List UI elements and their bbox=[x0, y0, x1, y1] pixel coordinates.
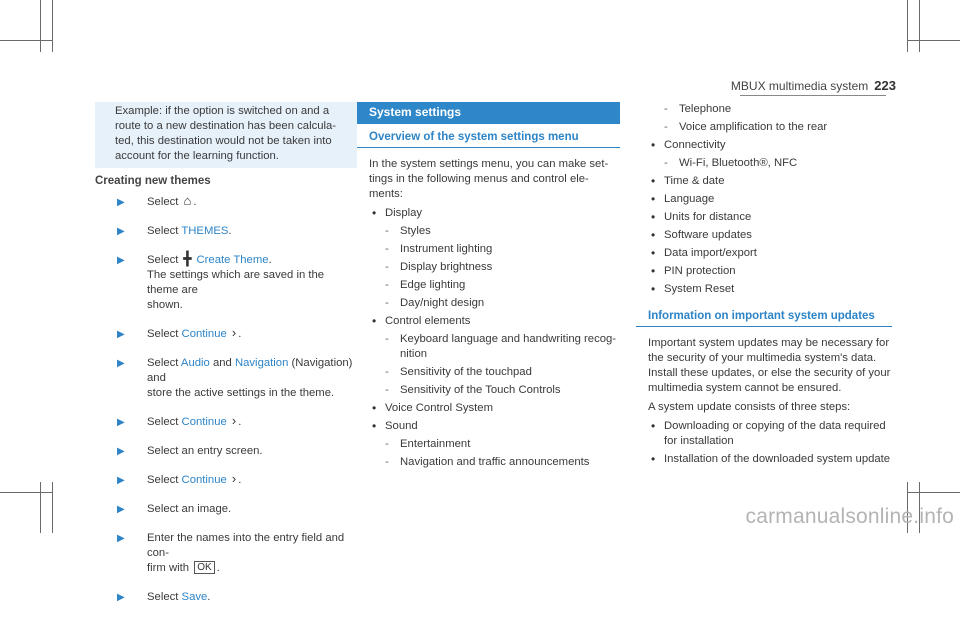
list-item bbox=[636, 419, 892, 449]
step-select-home: ▶ Select ⌂ . bbox=[117, 193, 197, 208]
step-text: Select bbox=[147, 474, 179, 486]
list-item: - Day/night design bbox=[357, 296, 620, 311]
step-text: Select bbox=[147, 254, 179, 266]
step-select-themes: ▶ Select THEMES. bbox=[117, 225, 232, 237]
list-item: - Voice amplification to the rear bbox=[636, 120, 892, 135]
list-item: • Sound bbox=[357, 419, 620, 434]
audio-link[interactable]: Audio bbox=[180, 357, 210, 369]
crop-mark bbox=[908, 40, 960, 41]
paragraph-line: Install these updates, or else the security of your bbox=[648, 367, 891, 379]
watermark: carmanualsonline.info bbox=[745, 505, 954, 528]
list-item: - Sensitivity of the touchpad bbox=[357, 365, 620, 380]
update-steps-list bbox=[636, 419, 892, 467]
updates-section-title: Information on important system updates bbox=[636, 309, 892, 327]
updates-paragraph bbox=[648, 336, 892, 396]
list-item: - Display brightness bbox=[357, 260, 620, 275]
middle-column bbox=[357, 102, 620, 473]
step-text: Enter the names into the entry field and con- bbox=[147, 532, 345, 559]
crop-mark bbox=[0, 40, 52, 41]
list-item-text: for installation bbox=[664, 435, 734, 447]
continue-link[interactable]: Continue bbox=[181, 474, 227, 486]
list-item: • Connectivity bbox=[636, 138, 892, 153]
note-line: ted, this destination would not be taken into bbox=[115, 135, 332, 147]
step-text: (Navigation) and bbox=[147, 357, 353, 384]
step-save: ▶ Select Save. bbox=[117, 591, 211, 603]
step-entry-screen bbox=[95, 444, 357, 459]
themes-link[interactable]: THEMES bbox=[181, 225, 229, 237]
navigation-link[interactable]: Navigation bbox=[234, 357, 289, 369]
intro-text bbox=[369, 157, 620, 202]
page-number: 223 bbox=[874, 78, 896, 93]
step-text: shown. bbox=[147, 299, 183, 311]
step-enter-names: ▶ Enter the names into the entry field and con- firm with OK . bbox=[117, 532, 345, 574]
section-bar: System settings bbox=[357, 102, 620, 124]
menu-list-continued bbox=[636, 102, 892, 297]
step-arrow-icon: ▶ bbox=[117, 446, 125, 457]
step-arrow-icon: ▶ bbox=[117, 226, 125, 237]
menu-list bbox=[357, 206, 620, 470]
intro-line: tings in the following menus and control ele- bbox=[369, 173, 589, 185]
step-text: Select bbox=[147, 357, 179, 369]
note-line: account for the learning function. bbox=[115, 150, 279, 162]
chevron-right-icon[interactable]: › bbox=[231, 325, 237, 340]
example-note bbox=[95, 102, 357, 168]
step-arrow-icon: ▶ bbox=[117, 417, 125, 428]
step-text: Select bbox=[147, 225, 179, 237]
step-create-theme: ▶ Select ╋ Create Theme. The settings which are saved in the theme are shown. bbox=[117, 251, 325, 311]
crop-mark bbox=[907, 0, 908, 52]
step-text: Select an image. bbox=[147, 503, 232, 515]
step-arrow-icon: ▶ bbox=[117, 533, 125, 544]
step-text: Select bbox=[147, 328, 179, 340]
step-arrow-icon: ▶ bbox=[117, 197, 125, 208]
note-line: Example: if the option is switched on and a bbox=[115, 105, 330, 117]
list-item: • System Reset bbox=[636, 282, 892, 297]
crop-mark bbox=[52, 482, 53, 533]
step-continue-3: ▶ Select Continue › . bbox=[117, 471, 242, 486]
list-item: • Display bbox=[357, 206, 620, 221]
ok-key[interactable]: OK bbox=[194, 561, 214, 574]
header-title: MBUX multimedia system bbox=[730, 79, 869, 93]
header-rule bbox=[740, 95, 886, 96]
right-column bbox=[636, 102, 892, 470]
continue-link[interactable]: Continue bbox=[181, 416, 227, 428]
creating-themes-heading: Creating new themes bbox=[95, 175, 211, 187]
step-arrow-icon: ▶ bbox=[117, 475, 125, 486]
list-item: - Wi-Fi, Bluetooth®, NFC bbox=[636, 156, 892, 171]
intro-line: In the system settings menu, you can make set- bbox=[369, 158, 609, 170]
consists-text: A system update consists of three steps: bbox=[648, 401, 851, 413]
intro-line: ments: bbox=[369, 188, 403, 200]
left-column bbox=[95, 102, 357, 619]
step-text: store the active settings in the theme. bbox=[147, 387, 335, 399]
list-item-text: Keyboard language and handwriting recog- bbox=[400, 333, 617, 345]
create-theme-link[interactable]: Create Theme bbox=[196, 254, 269, 266]
list-item: - Styles bbox=[357, 224, 620, 239]
paragraph-line: multimedia system cannot be ensured. bbox=[648, 382, 842, 394]
list-item-text: nition bbox=[400, 348, 428, 360]
list-item: • Language bbox=[636, 192, 892, 207]
crop-mark bbox=[0, 492, 52, 493]
step-text: and bbox=[212, 357, 232, 369]
list-item: - Edge lighting bbox=[357, 278, 620, 293]
list-item: • PIN protection bbox=[636, 264, 892, 279]
plus-icon[interactable]: ╋ bbox=[183, 251, 192, 266]
step-select-image bbox=[95, 502, 357, 517]
list-item: • Voice Control System bbox=[357, 401, 620, 416]
step-arrow-icon: ▶ bbox=[117, 329, 125, 340]
list-item: • Control elements bbox=[357, 314, 620, 329]
list-item: • Installation of the downloaded system update bbox=[636, 452, 892, 467]
save-link[interactable]: Save bbox=[181, 591, 208, 603]
list-item: • Data import/export bbox=[636, 246, 892, 261]
list-item: • Software updates bbox=[636, 228, 892, 243]
list-item: - Navigation and traffic announcements bbox=[357, 455, 620, 470]
page-header bbox=[731, 78, 896, 93]
chevron-right-icon[interactable]: › bbox=[231, 471, 237, 486]
paragraph-line: the security of your multimedia system's data. bbox=[648, 352, 877, 364]
step-text: Select bbox=[147, 416, 179, 428]
list-item: • Time & date bbox=[636, 174, 892, 189]
crop-mark bbox=[52, 0, 53, 52]
list-item: - Entertainment bbox=[357, 437, 620, 452]
step-text: Select an entry screen. bbox=[147, 445, 263, 457]
step-text: firm with bbox=[147, 562, 190, 574]
chevron-right-icon[interactable]: › bbox=[231, 413, 237, 428]
step-arrow-icon: ▶ bbox=[117, 358, 125, 369]
crop-mark bbox=[40, 0, 41, 52]
list-item: - Instrument lighting bbox=[357, 242, 620, 257]
list-item bbox=[357, 332, 620, 362]
step-text: Select bbox=[147, 196, 179, 208]
step-arrow-icon: ▶ bbox=[117, 504, 125, 515]
list-item: - Telephone bbox=[636, 102, 892, 117]
crop-mark bbox=[40, 482, 41, 533]
home-icon[interactable]: ⌂ bbox=[183, 193, 192, 208]
crop-mark bbox=[919, 0, 920, 52]
crop-mark bbox=[908, 492, 960, 493]
list-item: • Units for distance bbox=[636, 210, 892, 225]
continue-link[interactable]: Continue bbox=[181, 328, 227, 340]
step-continue-2: ▶ Select Continue › . bbox=[117, 413, 242, 428]
step-text: The settings which are saved in the theme are bbox=[147, 269, 325, 296]
section-title: Overview of the system settings menu bbox=[357, 130, 620, 148]
step-audio-navigation bbox=[95, 356, 357, 401]
paragraph-line: Important system updates may be necessary for bbox=[648, 337, 890, 349]
list-item-text: Downloading or copying of the data required bbox=[664, 420, 886, 432]
step-arrow-icon: ▶ bbox=[117, 592, 125, 603]
note-line: route to a new destination has been calcula- bbox=[115, 120, 337, 132]
step-continue-1: ▶ Select Continue › . bbox=[117, 325, 242, 340]
step-arrow-icon: ▶ bbox=[117, 255, 125, 266]
list-item: - Sensitivity of the Touch Controls bbox=[357, 383, 620, 398]
step-text: Select bbox=[147, 591, 179, 603]
